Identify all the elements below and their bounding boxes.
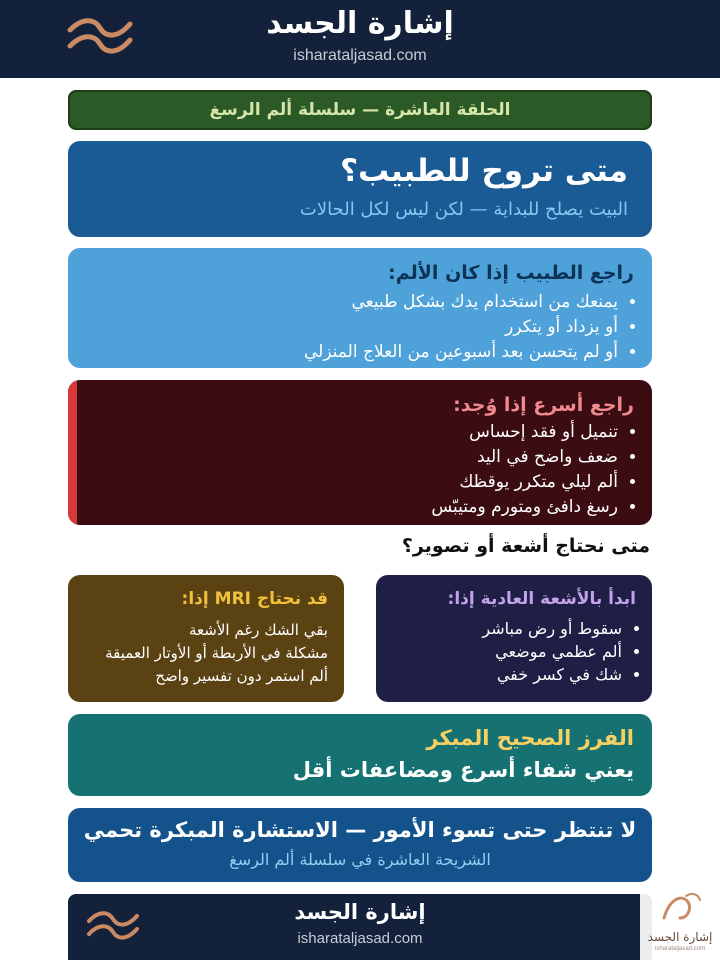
- urgent-accent-stripe: [68, 380, 77, 525]
- mri-heading: قد نحتاج MRI إذا:: [181, 589, 328, 609]
- dont-wait-title: لا تنتظر حتى تسوء الأمور — الاستشارة المبكرة تحمي: [83, 818, 637, 842]
- dont-wait-card: [68, 808, 652, 882]
- early-triage-title: الفرز الصحيح المبكر: [426, 726, 634, 750]
- watermark-url: isharataljasad.com: [654, 946, 706, 952]
- see-doctor-list: [304, 290, 638, 365]
- site-footer: [68, 894, 652, 960]
- dont-wait-caption: الشريحة العاشرة في سلسلة ألم الرسغ: [229, 850, 491, 869]
- brand-title: إشارة الجسد: [266, 6, 454, 41]
- site-header: [0, 0, 720, 78]
- see-doctor-card: [68, 248, 652, 368]
- urgent-list: [431, 420, 638, 520]
- xray-list: [482, 617, 640, 686]
- list-item: • يمنعك من استخدام يدك بشكل طبيعي: [304, 290, 618, 315]
- list-item: مشكلة في الأربطة أو الأوتار العميقة: [105, 644, 328, 662]
- early-triage-text: يعني شفاء أسرع ومضاعفات أقل: [292, 758, 634, 782]
- list-item: • ضعف واضح في اليد: [431, 445, 618, 470]
- list-item: • أو لم يتحسن بعد أسبوعين من العلاج المنزلي: [304, 340, 618, 365]
- list-item: • سقوط أو رض مباشر: [482, 617, 622, 640]
- waves-logo-icon: [86, 908, 140, 942]
- episode-banner: الحلقة العاشرة — سلسلة ألم الرسغ: [68, 90, 652, 130]
- footer-brand-title: إشارة الجسد: [294, 900, 426, 924]
- urgent-heading: راجع أسرع إذا وُجد:: [453, 394, 634, 416]
- list-item: بقي الشك رغم الأشعة: [189, 621, 328, 639]
- mri-card: [68, 575, 344, 702]
- list-item: • ألم ليلي متكرر يوقظك: [431, 470, 618, 495]
- list-item: ألم استمر دون تفسير واضح: [155, 667, 328, 685]
- imaging-question-heading: متى نحتاج أشعة أو تصوير؟: [401, 535, 650, 557]
- early-triage-card: [68, 714, 652, 796]
- waves-logo-icon: [66, 14, 134, 56]
- watermark: [640, 882, 720, 960]
- list-item: • أو يزداد أو يتكرر: [304, 315, 618, 340]
- list-item: • تنميل أو فقد إحساس: [431, 420, 618, 445]
- urgent-signs-card: [68, 380, 652, 525]
- brand-url[interactable]: isharataljasad.com: [293, 47, 427, 64]
- list-item: • رسغ دافئ ومتورم ومتيبّس: [431, 495, 618, 520]
- xray-card: [376, 575, 652, 702]
- swoosh-logo-icon: [658, 888, 704, 928]
- title-card: [68, 141, 652, 237]
- list-item: • ألم عظمي موضعي: [482, 640, 622, 663]
- list-item: • شك في كسر خفي: [482, 663, 622, 686]
- footer-brand-url[interactable]: isharataljasad.com: [297, 930, 423, 947]
- page-title: متى تروح للطبيب؟: [340, 153, 628, 189]
- xray-heading: ابدأ بالأشعة العادية إذا:: [447, 589, 636, 609]
- mri-lines: [105, 619, 328, 688]
- watermark-text: إشارة الجسد: [647, 930, 713, 944]
- see-doctor-heading: راجع الطبيب إذا كان الألم:: [388, 262, 634, 284]
- page-subtitle: البيت يصلح للبداية — لكن ليس لكل الحالات: [299, 199, 628, 220]
